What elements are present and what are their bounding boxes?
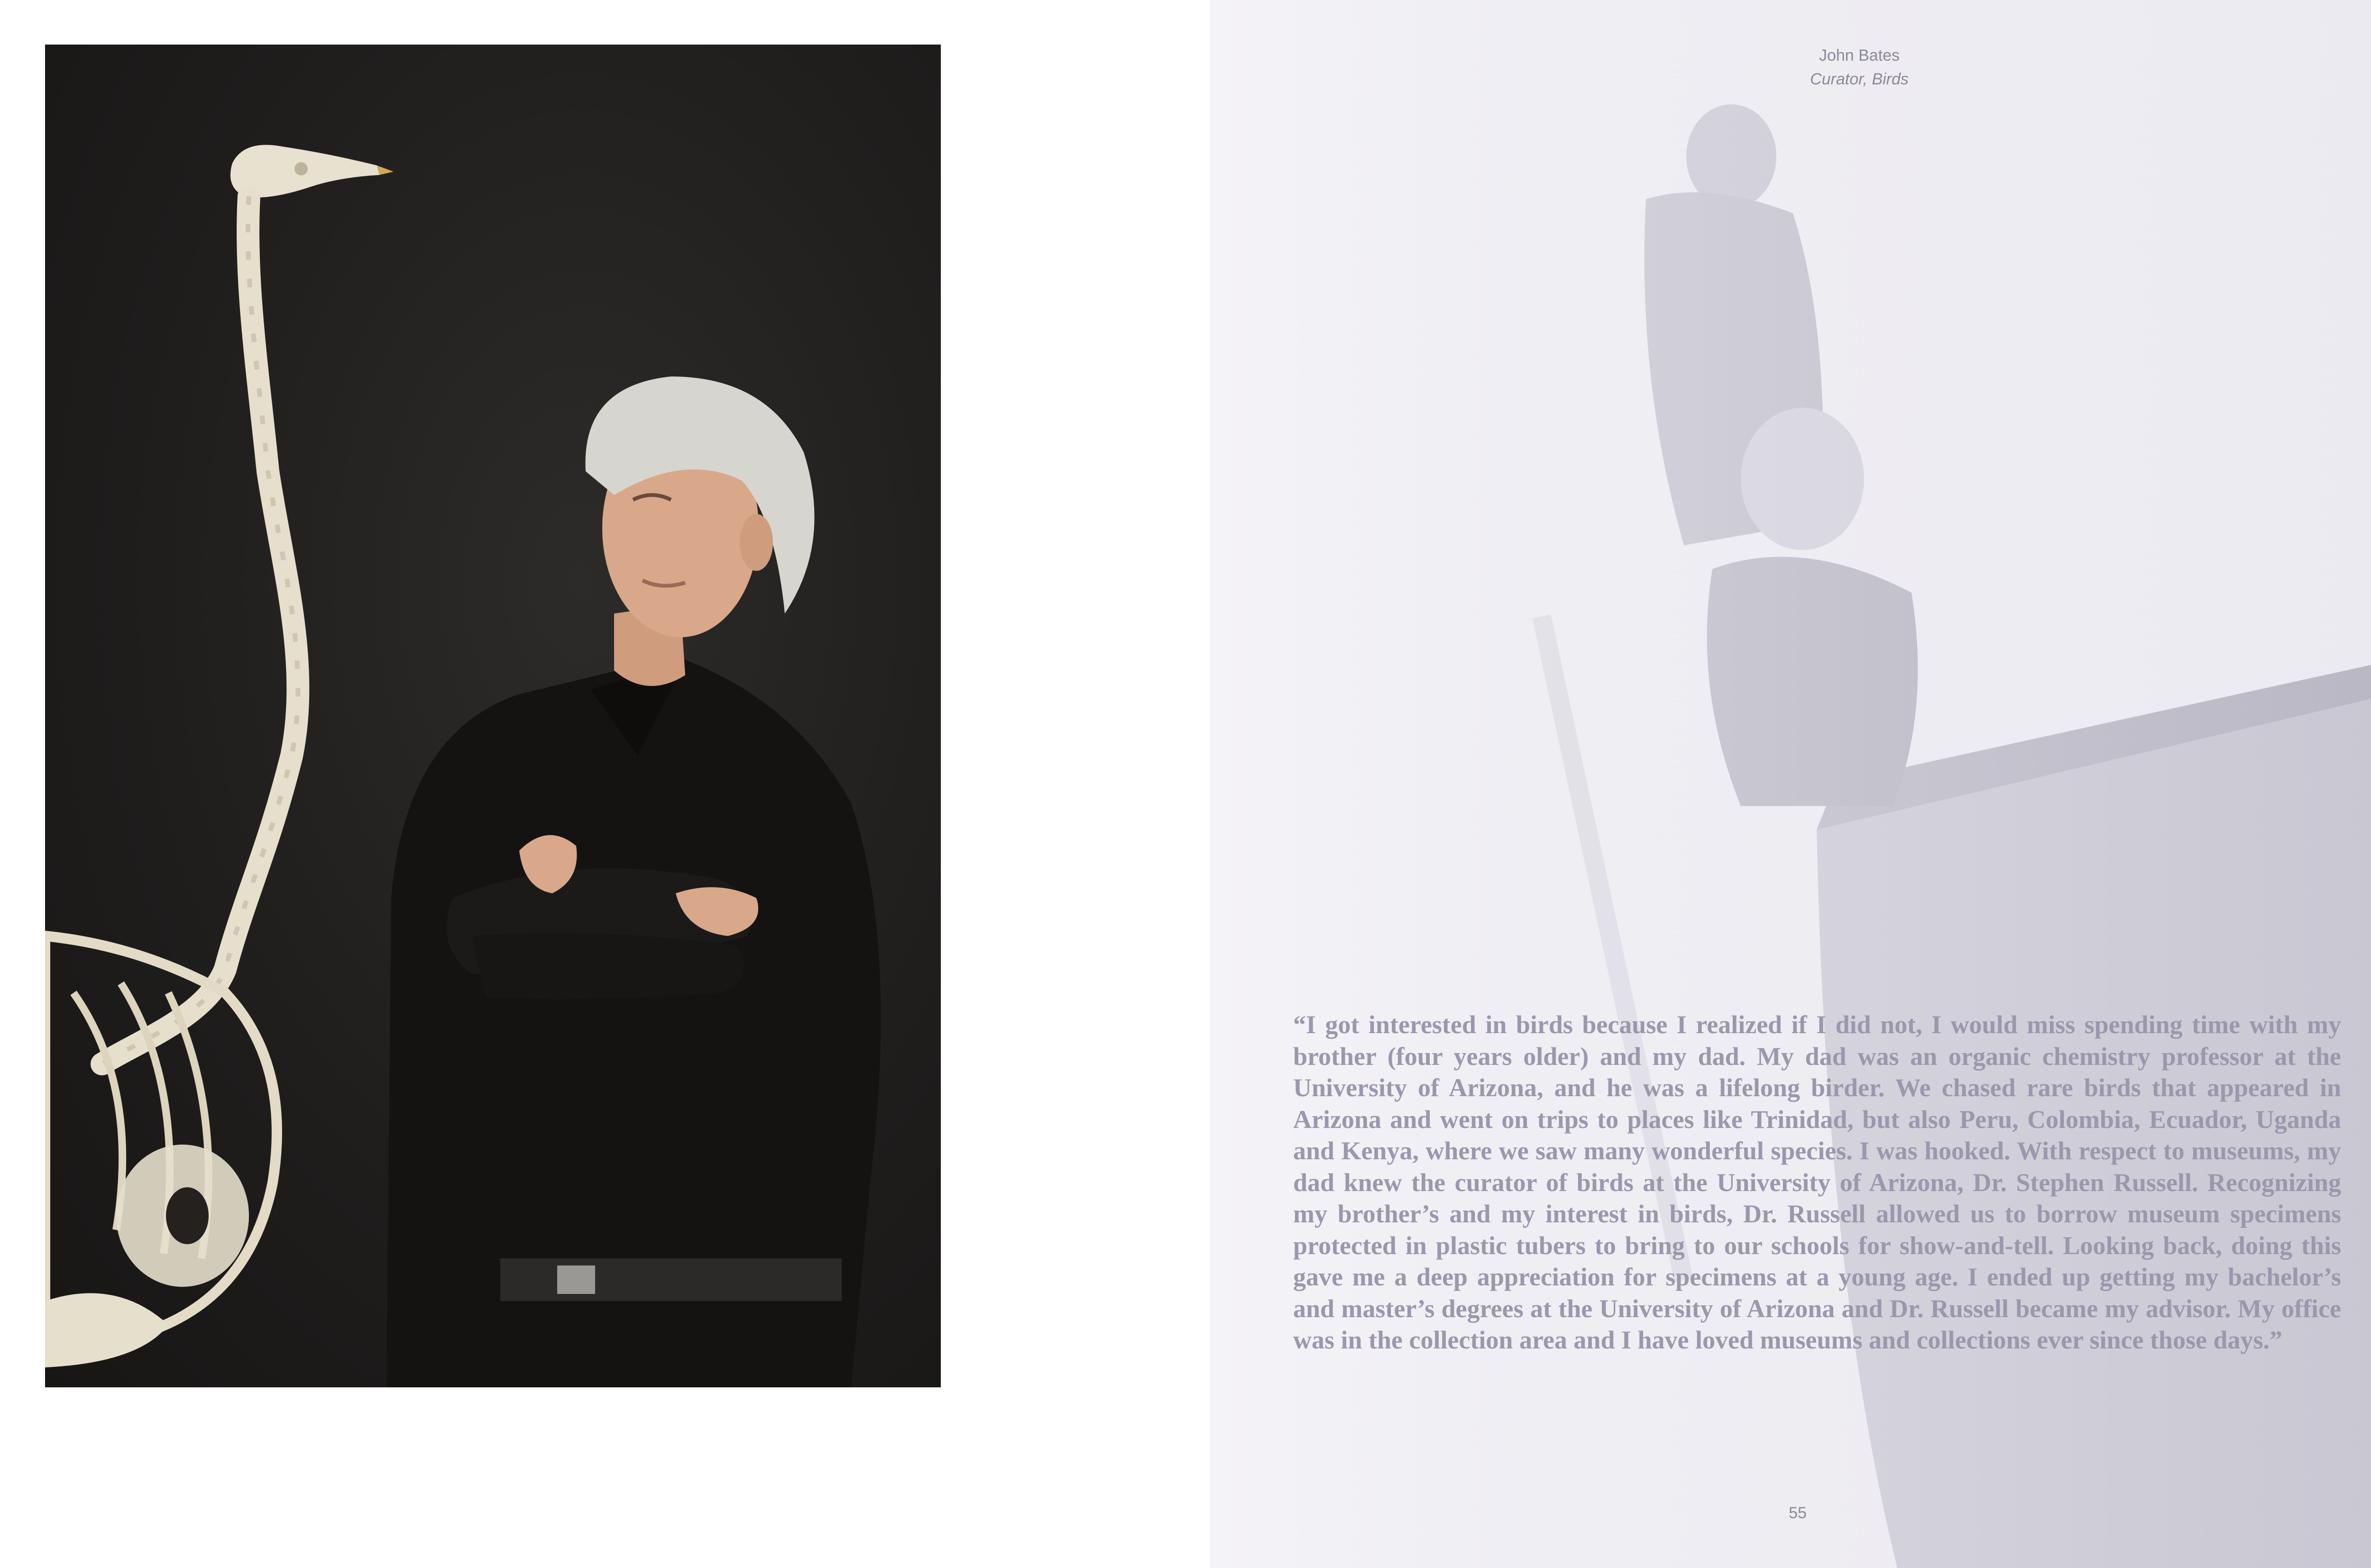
author-caption — [1731, 44, 1987, 91]
author-name: John Bates — [1819, 46, 1900, 64]
bird-skeleton — [45, 145, 394, 1367]
author-role: Curator, Birds — [1810, 70, 1909, 88]
right-page — [1210, 0, 2371, 1568]
quote-text: “I got interested in birds because I realized if I did not, I would miss spending time with my brother (four years older) and my dad. My dad was an organic chemistry professor at the University of Arizona, and he was a lifelong birder. We chased rare birds that appeared in Arizona and went on trips to places like Trinidad, but also Peru, Colombia, Ecuador, Uganda and Kenya, where we saw many wonderful species. I was hooked. With respect to museums, my dad knew the curator of birds at the University of Arizona, Dr. Stephen Russell. Recognizing my brother’s and my interest in birds, Dr. Russell allowed us to borrow museum specimens protected in plastic tubers to bring to our schools for show-and-tell. Looking back, doing this gave me a deep appreciation for specimens at a young age. I ended up getting my bachelor’s and master’s degrees at the University of Arizona and Dr. Russell became my advisor. My office was in the collection area and I have loved museums and collections ever since those days.” — [1293, 1010, 2341, 1354]
portrait-photo — [45, 45, 941, 1387]
man-figure — [386, 376, 881, 1387]
portrait-illustration — [45, 45, 941, 1387]
page-number: 55 — [1789, 1504, 1807, 1522]
